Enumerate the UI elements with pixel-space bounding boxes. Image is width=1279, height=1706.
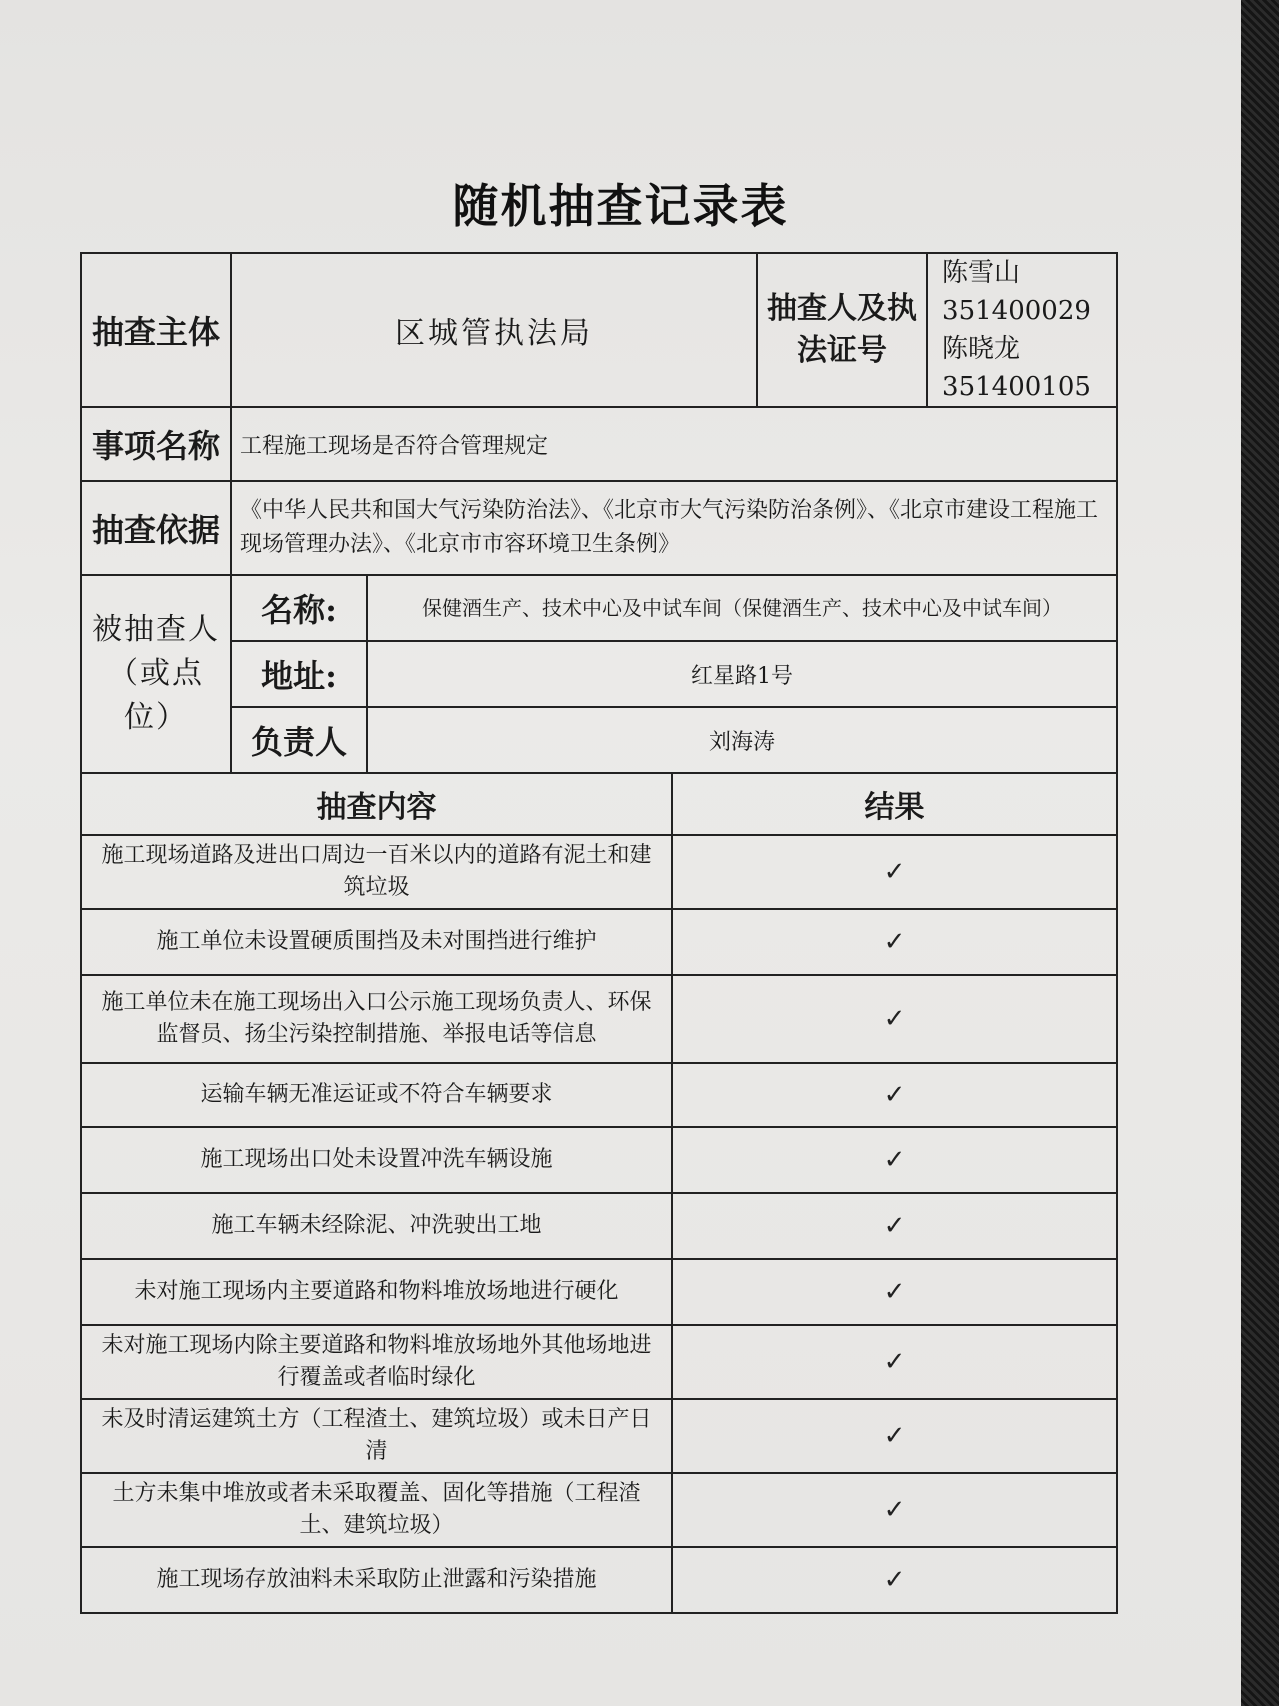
item-value: 工程施工现场是否符合管理规定 [231,407,1117,481]
subject-value: 区城管执法局 [231,253,757,407]
target-name-row [81,575,1117,641]
inspector-list [927,253,1117,407]
table-row [81,1193,1117,1259]
check-result: ✓ [672,975,1117,1063]
target-address-value: 红星路1号 [367,641,1117,707]
inspector-label: 抽查人及执法证号 [757,253,927,407]
target-person-value: 刘海涛 [367,707,1117,773]
target-person-label: 负责人 [231,707,367,773]
check-result: ✓ [672,1473,1117,1547]
check-content: 施工现场存放油料未采取防止泄露和污染措施 [81,1547,672,1613]
check-content: 施工现场道路及进出口周边一百米以内的道路有泥土和建筑垃圾 [81,835,672,909]
checks-header-row [81,773,1117,835]
item-row [81,407,1117,481]
inspector-1: 陈雪山351400029 [942,258,1091,326]
subject-row [81,253,1117,407]
target-address-row [81,641,1117,707]
table-row [81,1325,1117,1399]
content-header: 抽查内容 [81,773,672,835]
inspection-record-table [80,252,1118,1614]
check-content: 土方未集中堆放或者未采取覆盖、固化等措施（工程渣土、建筑垃圾） [81,1473,672,1547]
target-name-value: 保健酒生产、技术中心及中试车间（保健酒生产、技术中心及中试车间） [367,575,1117,641]
check-result: ✓ [672,1063,1117,1127]
target-address-label: 地址: [231,641,367,707]
result-header: 结果 [672,773,1117,835]
check-content: 施工单位未设置硬质围挡及未对围挡进行维护 [81,909,672,975]
check-result: ✓ [672,1399,1117,1473]
check-result: ✓ [672,1325,1117,1399]
check-result: ✓ [672,1259,1117,1325]
check-result: ✓ [672,1193,1117,1259]
target-person-row [81,707,1117,773]
table-row [81,1399,1117,1473]
table-row [81,1547,1117,1613]
check-content: 施工单位未在施工现场出入口公示施工现场负责人、环保监督员、扬尘污染控制措施、举报电话等信息 [81,975,672,1063]
check-result: ✓ [672,835,1117,909]
check-result: ✓ [672,1127,1117,1193]
target-label: 被抽查人（或点位） [81,575,231,773]
table-row [81,1259,1117,1325]
check-result: ✓ [672,909,1117,975]
check-content: 未对施工现场内除主要道路和物料堆放场地外其他场地进行覆盖或者临时绿化 [81,1325,672,1399]
check-content: 施工现场出口处未设置冲洗车辆设施 [81,1127,672,1193]
table-row [81,1063,1117,1127]
table-row [81,909,1117,975]
basis-label: 抽查依据 [81,481,231,575]
inspector-2: 陈晓龙351400105 [942,334,1091,402]
table-row [81,975,1117,1063]
check-content: 未对施工现场内主要道路和物料堆放场地进行硬化 [81,1259,672,1325]
subject-label: 抽查主体 [81,253,231,407]
basis-row [81,481,1117,575]
check-result: ✓ [672,1547,1117,1613]
table-row [81,1473,1117,1547]
check-content: 未及时清运建筑土方（工程渣土、建筑垃圾）或未日产日清 [81,1399,672,1473]
check-content: 运输车辆无准运证或不符合车辆要求 [81,1063,672,1127]
document-title: 随机抽查记录表 [452,179,789,233]
table-row [81,1127,1117,1193]
check-content: 施工车辆未经除泥、冲洗驶出工地 [81,1193,672,1259]
basis-value: 《中华人民共和国大气污染防治法》、《北京市大气污染防治条例》、《北京市建设工程施工现场管理办法》、《北京市市容环境卫生条例》 [231,481,1117,575]
table-row [81,835,1117,909]
target-name-label: 名称: [231,575,367,641]
item-label: 事项名称 [81,407,231,481]
binder-edge [1241,0,1279,1706]
